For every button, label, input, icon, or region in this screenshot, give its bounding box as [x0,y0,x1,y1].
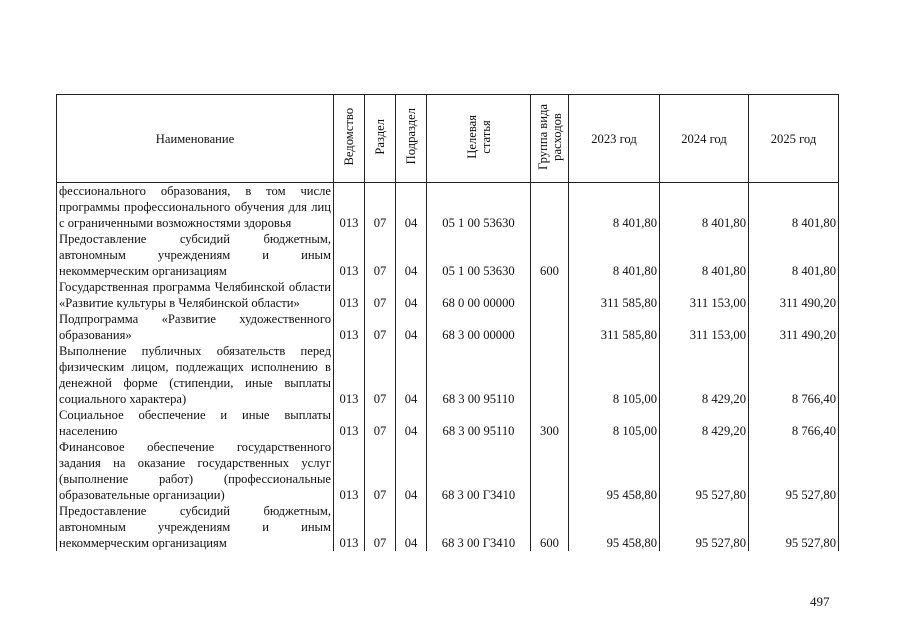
table-row [57,279,839,311]
row-2025: 311 490,20 [749,311,839,343]
row-department: 013 [334,503,365,551]
row-department: 013 [334,439,365,503]
row-target-article: 68 0 00 00000 [427,279,531,311]
page-number: 497 [810,594,830,609]
row-section: 07 [365,279,396,311]
row-name: Социальное обеспечение и иные выплаты населению [57,407,334,439]
row-department: 013 [334,279,365,311]
row-2025: 311 490,20 [749,279,839,311]
row-target-article: 68 3 00 Г3410 [427,439,531,503]
row-name: фессионального образования, в том числе программы профессионального обучения для лиц с ограниченными возможностями здоровья [57,183,334,232]
row-department: 013 [334,343,365,407]
row-2023: 8 105,00 [569,407,660,439]
row-subsection: 04 [396,439,427,503]
row-department: 013 [334,407,365,439]
row-2025: 95 527,80 [749,503,839,551]
header-section: Раздел [365,95,396,183]
row-name: Предоставление субсидий бюджетным, автономным учреждениям и иным некоммерческим организациям [57,231,334,279]
row-2023: 95 458,80 [569,503,660,551]
table-row [57,231,839,279]
row-2024: 8 401,80 [660,183,749,232]
table-row [57,439,839,503]
row-2023: 8 401,80 [569,231,660,279]
row-2023: 95 458,80 [569,439,660,503]
row-target-article: 68 3 00 95110 [427,343,531,407]
row-expense-group [531,279,569,311]
row-expense-group [531,439,569,503]
row-expense-group: 600 [531,231,569,279]
row-section: 07 [365,503,396,551]
row-subsection: 04 [396,343,427,407]
row-subsection: 04 [396,407,427,439]
row-subsection: 04 [396,183,427,232]
row-2025: 8 401,80 [749,231,839,279]
table-row [57,183,839,232]
row-2023: 311 585,80 [569,311,660,343]
row-2023: 8 401,80 [569,183,660,232]
row-section: 07 [365,231,396,279]
row-target-article: 68 3 00 95110 [427,407,531,439]
row-name: Выполнение публичных обязательств перед физическим лицом, подлежащих исполнению в денежной форме (стипендии, иные выплаты социального характера) [57,343,334,407]
row-2024: 8 401,80 [660,231,749,279]
row-2024: 8 429,20 [660,343,749,407]
row-expense-group [531,183,569,232]
header-2024: 2024 год [660,95,749,183]
row-expense-group: 600 [531,503,569,551]
row-section: 07 [365,407,396,439]
row-2024: 311 153,00 [660,311,749,343]
header-subsection: Подраздел [396,95,427,183]
header-target-article: Целевая статья [427,95,531,183]
row-name: Государственная программа Челябинской области «Развитие культуры в Челябинской области» [57,279,334,311]
row-subsection: 04 [396,311,427,343]
row-section: 07 [365,183,396,232]
row-name: Подпрограмма «Развитие художественного образования» [57,311,334,343]
row-name: Финансовое обеспечение государственного задания на оказание государственных услуг (выполнение работ) (профессиональные образовательные организации) [57,439,334,503]
row-subsection: 04 [396,503,427,551]
row-2025: 8 766,40 [749,407,839,439]
row-subsection: 04 [396,231,427,279]
row-target-article: 68 3 00 00000 [427,311,531,343]
row-2025: 8 401,80 [749,183,839,232]
row-subsection: 04 [396,279,427,311]
row-section: 07 [365,439,396,503]
row-name: Предоставление субсидий бюджетным, автономным учреждениям и иным некоммерческим организациям [57,503,334,551]
row-2024: 8 429,20 [660,407,749,439]
header-department: Ведомство [334,95,365,183]
header-2023: 2023 год [569,95,660,183]
row-2025: 95 527,80 [749,439,839,503]
row-section: 07 [365,343,396,407]
table-row [57,503,839,551]
row-2025: 8 766,40 [749,343,839,407]
row-target-article: 68 3 00 Г3410 [427,503,531,551]
header-name: Наименование [57,95,334,183]
row-target-article: 05 1 00 53630 [427,183,531,232]
budget-table [56,94,839,551]
header-2025: 2025 год [749,95,839,183]
row-expense-group [531,311,569,343]
row-2024: 95 527,80 [660,503,749,551]
table-row [57,311,839,343]
row-section: 07 [365,311,396,343]
row-2024: 311 153,00 [660,279,749,311]
row-2024: 95 527,80 [660,439,749,503]
row-2023: 311 585,80 [569,279,660,311]
table-row [57,343,839,407]
header-expense-group: Группа вида расходов [531,95,569,183]
row-department: 013 [334,183,365,232]
row-target-article: 05 1 00 53630 [427,231,531,279]
row-department: 013 [334,311,365,343]
row-department: 013 [334,231,365,279]
row-2023: 8 105,00 [569,343,660,407]
header-row [57,95,839,183]
row-expense-group [531,343,569,407]
table-row [57,407,839,439]
row-expense-group: 300 [531,407,569,439]
